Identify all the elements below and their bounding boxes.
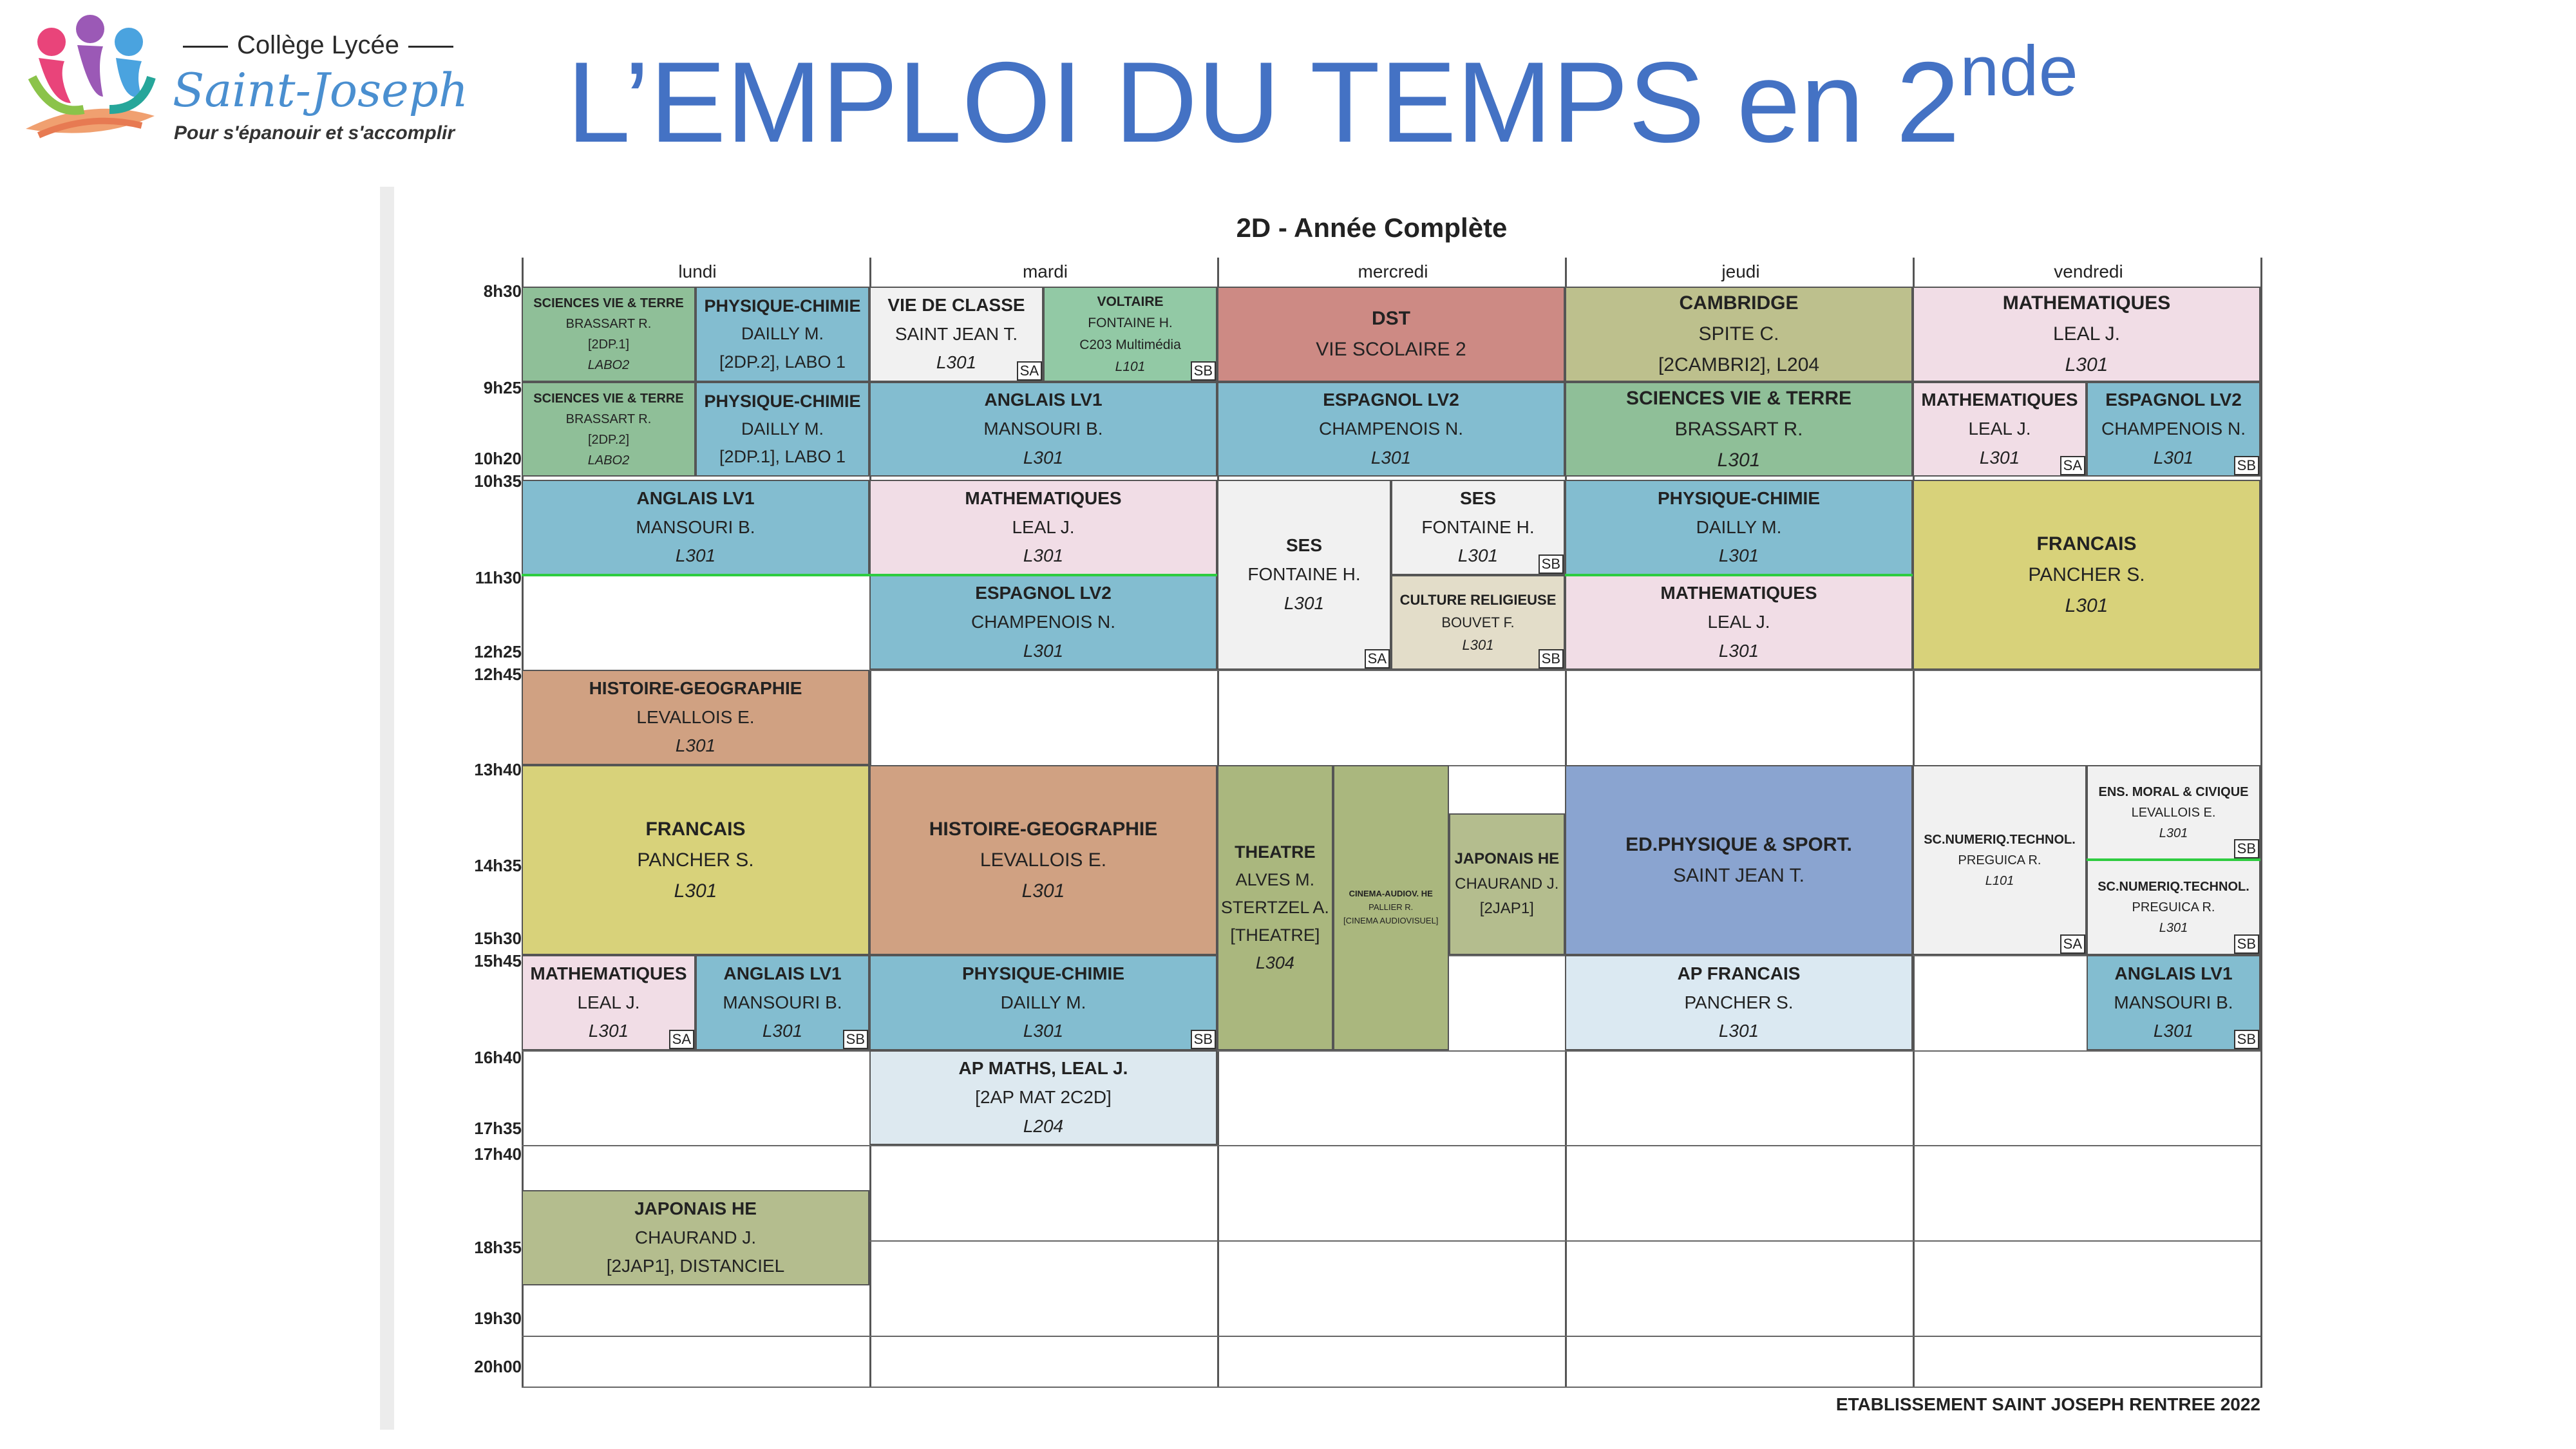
course-teacher: CHAMPENOIS N.	[2101, 419, 2246, 439]
course-group: [2JAP1]	[1479, 900, 1534, 918]
course-block-mathematiques[interactable]	[869, 480, 1217, 575]
time-label: 17h35	[474, 1119, 522, 1138]
course-teacher: LEAL J.	[577, 992, 640, 1012]
course-block-sc-numeriq-technol[interactable]	[2087, 860, 2260, 955]
course-title: PHYSIQUE-CHIMIE	[704, 391, 861, 411]
course-teacher: VIE SCOLAIRE 2	[1316, 339, 1466, 360]
course-room: L301	[1023, 640, 1064, 661]
course-block-voltaire[interactable]	[1043, 287, 1217, 382]
course-title: MATHEMATIQUES	[2002, 292, 2171, 314]
course-title: THEATRE	[1235, 842, 1316, 862]
course-room: L301	[762, 1021, 803, 1041]
grid-line	[522, 1387, 2260, 1388]
course-teacher: PREGUICA R.	[2132, 900, 2215, 914]
course-block-anglais-lv1[interactable]	[696, 955, 869, 1050]
course-teacher: MANSOURI B.	[983, 419, 1103, 439]
course-title: SES	[1459, 488, 1497, 508]
course-block-dst[interactable]	[1217, 287, 1565, 382]
logo-top-line: Collège Lycée	[174, 31, 462, 60]
course-title: AP FRANCAIS	[1677, 963, 1801, 983]
day-header-vendredi: vendredi	[1913, 258, 2262, 286]
group-tag: SA	[2060, 456, 2085, 475]
course-title: ANGLAIS LV1	[984, 390, 1103, 410]
group-tag: SB	[2234, 456, 2259, 475]
course-title: SCIENCES VIE & TERRE	[1625, 387, 1852, 409]
time-label: 20h00	[474, 1357, 522, 1376]
course-room: L301	[2065, 594, 2108, 616]
course-teacher: DAILLY M.	[741, 324, 824, 344]
course-teacher: LEAL J.	[1707, 612, 1770, 632]
course-room: L301	[588, 1021, 629, 1041]
course-block-sciences-vie-terre[interactable]	[1565, 382, 1913, 477]
course-teacher: BRASSART R.	[565, 412, 652, 426]
course-teacher: LEAL J.	[2053, 323, 2120, 345]
course-block-physique-chimie[interactable]	[696, 287, 869, 382]
course-group: [2DP.1], LABO 1	[719, 447, 846, 467]
course-title: HISTOIRE-GEOGRAPHIE	[589, 677, 802, 698]
course-group: C203 Multimédia	[1079, 337, 1181, 352]
course-title: PHYSIQUE-CHIMIE	[704, 296, 861, 316]
course-room: L301	[674, 880, 717, 902]
course-teacher: PANCHER S.	[637, 849, 754, 871]
course-teacher: CHAURAND J.	[1455, 875, 1559, 893]
course-room: L301	[1979, 447, 2020, 468]
course-teacher: FONTAINE H.	[1247, 564, 1361, 585]
course-room: L301	[1718, 545, 1759, 566]
group-tag: SB	[2234, 1030, 2259, 1049]
time-label: 15h45	[474, 951, 522, 971]
course-title: DST	[1372, 308, 1410, 329]
time-label: 19h30	[474, 1309, 522, 1328]
course-teacher: PANCHER S.	[2028, 564, 2145, 585]
course-title: MATHEMATIQUES	[965, 488, 1122, 508]
course-title: ESPAGNOL LV2	[2105, 390, 2242, 410]
course-title: VIE DE CLASSE	[887, 294, 1025, 315]
course-title: MATHEMATIQUES	[1660, 583, 1817, 603]
course-room: L301	[2153, 447, 2194, 468]
time-label: 10h35	[474, 471, 522, 491]
course-room: L301	[1283, 592, 1325, 613]
course-teacher: PANCHER S.	[1684, 992, 1794, 1012]
day-header-lundi: lundi	[522, 258, 871, 286]
course-block-mathematiques[interactable]	[522, 955, 696, 1050]
course-room: L301	[1370, 447, 1412, 468]
course-group: [CINEMA AUDIOVISUEL]	[1343, 915, 1439, 925]
group-tag: SA	[1365, 649, 1390, 668]
course-teacher: MANSOURI B.	[636, 516, 755, 537]
course-teacher: BRASSART R.	[1674, 418, 1803, 440]
logo-figures-icon	[13, 6, 167, 142]
course-title: JAPONAIS HE	[634, 1198, 757, 1218]
course-room: L301	[1023, 447, 1064, 468]
course-teacher: PREGUICA R.	[1958, 853, 2041, 867]
course-teacher: DAILLY M.	[1000, 992, 1086, 1012]
course-title: MATHEMATIQUES	[530, 963, 687, 983]
course-teacher: BOUVET F.	[1441, 614, 1515, 630]
course-teacher: SPITE C.	[1698, 323, 1779, 345]
course-teacher: SAINT JEAN T.	[1673, 864, 1804, 886]
course-block-espagnol-lv2[interactable]	[869, 575, 1217, 670]
course-room: L301	[936, 352, 977, 373]
course-title: ESPAGNOL LV2	[975, 583, 1112, 603]
course-room: L101	[1115, 359, 1146, 374]
course-title: ED.PHYSIQUE & SPORT.	[1625, 833, 1852, 855]
group-tag: SB	[2234, 934, 2259, 954]
course-room: L301	[2065, 354, 2108, 375]
logo-name: Saint-Joseph	[173, 63, 469, 117]
time-label: 13h40	[474, 760, 522, 779]
course-room: L301	[675, 735, 716, 756]
course-title: PHYSIQUE-CHIMIE	[961, 963, 1125, 983]
course-block-ap-maths-leal-j[interactable]	[869, 1050, 1217, 1145]
course-teacher: SAINT JEAN T.	[895, 323, 1018, 344]
course-block-espagnol-lv2[interactable]	[2087, 382, 2260, 477]
course-room: L101	[1985, 873, 2014, 888]
time-label: 16h40	[474, 1048, 522, 1067]
course-teacher: LEVALLOIS E.	[980, 849, 1107, 871]
course-room: L301	[2159, 921, 2188, 935]
course-teacher: LEVALLOIS E.	[2131, 805, 2216, 820]
course-block-ed-physique-sport[interactable]	[1565, 765, 1913, 955]
group-tag: SA	[2060, 934, 2085, 954]
course-room: L301	[1718, 1021, 1759, 1041]
course-title: CINEMA-AUDIOV. HE	[1349, 889, 1433, 899]
group-tag: SB	[843, 1030, 868, 1049]
course-block-physique-chimie[interactable]	[1565, 480, 1913, 575]
course-title: JAPONAIS HE	[1454, 850, 1560, 868]
course-title: SC.NUMERIQ.TECHNOL.	[1924, 832, 2076, 847]
highlight-line	[2087, 858, 2260, 861]
course-room: L301	[1023, 1021, 1064, 1041]
footer-text: ETABLISSEMENT SAINT JOSEPH RENTREE 2022	[1835, 1394, 2260, 1414]
course-room: L301	[1717, 449, 1761, 471]
grid-line	[522, 1336, 2260, 1337]
course-title: SES	[1285, 535, 1323, 556]
course-group: [2DP.2], LABO 1	[719, 352, 846, 372]
course-room: L301	[1457, 545, 1499, 566]
grid-title: 2D - Année Complète	[1236, 213, 1508, 243]
course-group: [2CAMBRI2], L204	[1658, 354, 1820, 375]
group-tag: SB	[1191, 361, 1216, 381]
course-group: [THEATRE]	[1230, 925, 1320, 945]
course-title: SCIENCES VIE & TERRE	[533, 391, 684, 406]
course-block-espagnol-lv2[interactable]	[1217, 382, 1565, 477]
course-title: ANGLAIS LV1	[2114, 963, 2233, 983]
course-teacher: LEAL J.	[1968, 419, 2031, 439]
course-block-francais[interactable]	[522, 765, 869, 955]
course-room: L301	[1021, 880, 1065, 902]
time-label: 12h25	[474, 642, 522, 661]
course-room: L301	[2159, 826, 2188, 840]
course-title: CAMBRIDGE	[1679, 292, 1799, 314]
course-title: SCIENCES VIE & TERRE	[533, 296, 684, 310]
time-label: 15h30	[474, 929, 522, 948]
timetable-grid	[474, 258, 2260, 1388]
course-room: L204	[1023, 1115, 1064, 1136]
course-block-francais[interactable]	[1913, 480, 2260, 670]
course-title: ENS. MORAL & CIVIQUE	[2098, 784, 2249, 799]
group-tag: SB	[2234, 839, 2259, 858]
grid-line	[522, 1050, 2260, 1052]
course-block-ap-francais[interactable]	[1565, 955, 1913, 1050]
course-block-mathematiques[interactable]	[1913, 382, 2087, 477]
group-tag: SA	[1017, 361, 1042, 381]
grid-line	[522, 1145, 2260, 1146]
course-title: PHYSIQUE-CHIMIE	[1657, 488, 1821, 508]
course-block-histoire-geographie[interactable]	[522, 670, 869, 765]
course-teacher: ALVES M. STERTZEL A.	[1220, 869, 1329, 917]
logo-tagline: Pour s'épanouir et s'accomplir	[174, 122, 455, 144]
course-room: L301	[1462, 637, 1494, 654]
course-block-sciences-vie-terre[interactable]	[522, 287, 696, 382]
time-label: 14h35	[474, 856, 522, 875]
course-room: L304	[1255, 953, 1294, 973]
course-title: AP MATHS, LEAL J.	[958, 1058, 1128, 1079]
highlight-line	[522, 574, 1217, 576]
time-label: 9h25	[483, 378, 522, 397]
course-teacher: CHAMPENOIS N.	[971, 612, 1116, 632]
course-title: HISTOIRE-GEOGRAPHIE	[929, 818, 1158, 840]
course-block-physique-chimie[interactable]	[696, 382, 869, 477]
course-room: L301	[1023, 545, 1064, 566]
day-separator	[2260, 258, 2262, 1388]
course-teacher: FONTAINE H.	[1088, 316, 1173, 331]
course-block-ses[interactable]	[1391, 480, 1565, 575]
course-teacher: BRASSART R.	[565, 317, 652, 331]
course-block-ses[interactable]	[1217, 480, 1391, 670]
group-tag: SB	[1191, 1030, 1216, 1049]
side-divider	[380, 187, 394, 1430]
course-block-cambridge[interactable]	[1565, 287, 1913, 382]
course-room: L301	[1718, 640, 1759, 661]
course-block-anglais-lv1[interactable]	[522, 480, 869, 575]
highlight-line	[1565, 574, 1913, 576]
course-title: MATHEMATIQUES	[1921, 390, 2078, 410]
course-block-histoire-geographie[interactable]	[869, 765, 1217, 955]
course-room: LABO2	[587, 358, 630, 372]
course-group: [2AP MAT 2C2D]	[975, 1087, 1112, 1108]
time-label: 18h35	[474, 1238, 522, 1257]
course-block-anglais-lv1[interactable]	[2087, 955, 2260, 1050]
course-block-theatre[interactable]	[1217, 765, 1333, 1050]
group-tag: SB	[1539, 649, 1564, 668]
course-title: CULTURE RELIGIEUSE	[1399, 591, 1557, 608]
course-teacher: FONTAINE H.	[1421, 516, 1535, 537]
course-block-sc-numeriq-technol[interactable]	[1913, 765, 2087, 955]
day-header-mardi: mardi	[869, 258, 1219, 286]
course-block-japonais-he[interactable]	[522, 1190, 869, 1285]
day-header-jeudi: jeudi	[1565, 258, 1915, 286]
page-title: L’EMPLOI DU TEMPS en 2nde	[567, 32, 2078, 166]
course-teacher: LEVALLOIS E.	[636, 706, 755, 727]
course-teacher: DAILLY M.	[741, 419, 824, 439]
course-title: ESPAGNOL LV2	[1323, 390, 1459, 410]
group-tag: SA	[669, 1030, 694, 1049]
course-block-mathematiques[interactable]	[1913, 287, 2260, 382]
course-block-cinema-audiov-he[interactable]	[1333, 765, 1449, 1050]
course-block-culture-religieuse[interactable]	[1391, 575, 1565, 670]
course-block-anglais-lv1[interactable]	[869, 382, 1217, 477]
course-block-mathematiques[interactable]	[1565, 575, 1913, 670]
time-label: 8h30	[483, 281, 522, 301]
course-teacher: DAILLY M.	[1696, 516, 1782, 537]
time-label: 10h20	[474, 449, 522, 468]
course-teacher: MANSOURI B.	[2114, 992, 2233, 1012]
course-title: FRANCAIS	[645, 818, 746, 840]
course-group: [2JAP1], DISTANCIEL	[606, 1256, 785, 1276]
course-block-physique-chimie[interactable]	[869, 955, 1217, 1050]
time-label: 11h30	[475, 568, 522, 587]
course-title: FRANCAIS	[2036, 533, 2137, 554]
course-room: L301	[2153, 1021, 2194, 1041]
time-label: 17h40	[474, 1144, 522, 1164]
course-room: L301	[675, 545, 716, 566]
course-block-sciences-vie-terre[interactable]	[522, 382, 696, 477]
course-title: ANGLAIS LV1	[723, 963, 842, 983]
course-title: SC.NUMERIQ.TECHNOL.	[2098, 880, 2249, 894]
course-title: ANGLAIS LV1	[636, 488, 755, 508]
school-logo	[13, 6, 469, 155]
course-block-ens-moral-civique[interactable]	[2087, 765, 2260, 860]
course-teacher: MANSOURI B.	[723, 992, 842, 1012]
course-teacher: CHAURAND J.	[634, 1227, 757, 1247]
course-teacher: LEAL J.	[1012, 516, 1075, 537]
time-label: 12h45	[474, 665, 522, 684]
course-block-japonais-he[interactable]	[1449, 813, 1565, 955]
course-group: [2DP.2]	[587, 432, 630, 447]
course-room: LABO2	[587, 453, 630, 468]
course-block-vie-de-classe[interactable]	[869, 287, 1043, 382]
group-tag: SB	[1539, 554, 1564, 574]
course-teacher: CHAMPENOIS N.	[1318, 419, 1464, 439]
course-title: VOLTAIRE	[1097, 294, 1164, 309]
course-teacher: PALLIER R.	[1368, 902, 1414, 913]
course-group: [2DP.1]	[587, 337, 630, 352]
day-header-mercredi: mercredi	[1217, 258, 1567, 286]
